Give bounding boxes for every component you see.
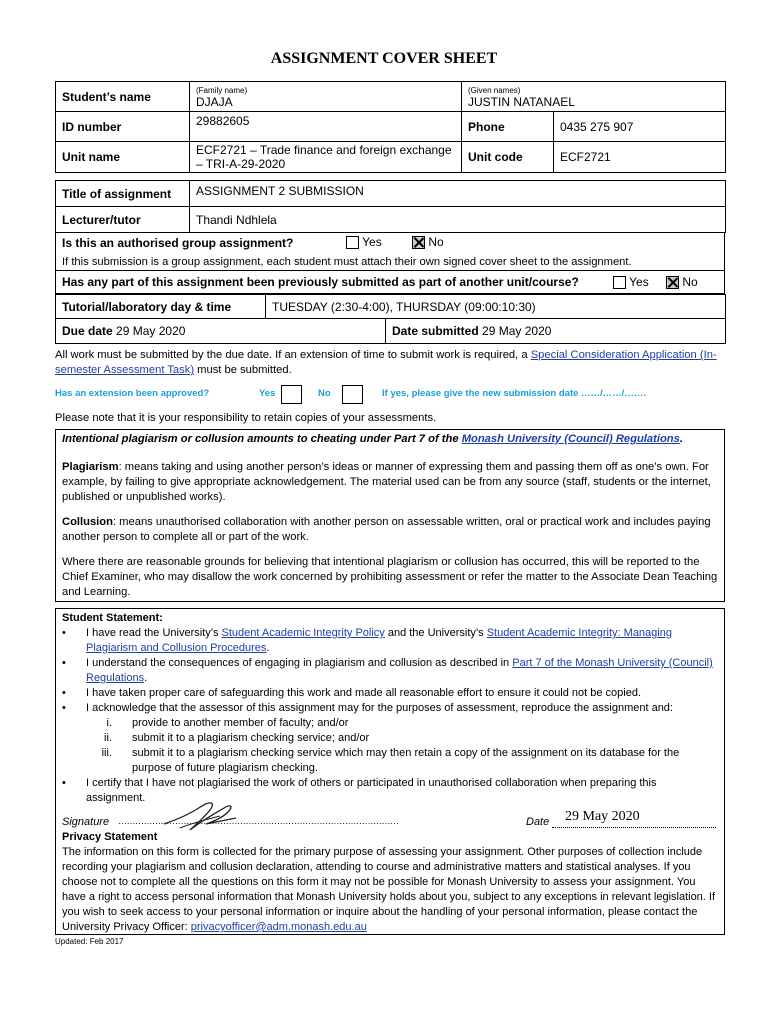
statement-item-text: I understand the consequences of engaging in plagiarism and collusion as described in: [86, 657, 513, 669]
date-submitted-cell: [386, 319, 726, 344]
assignment-title-field[interactable]: ASSIGNMENT 2 SUBMISSION: [190, 181, 726, 207]
reasonable-grounds-text: Where there are reasonable grounds for believing that intentional plagiarism or collusion has occurred, this will be reported to the Chief Examiner, who may disallow the work concerned by prohibiting assessment or refer the matter to the Associate Dean Teaching and Learning.: [62, 556, 718, 598]
lecturer-field[interactable]: Thandi Ndhlela: [190, 207, 726, 233]
council-regulations-link[interactable]: Monash University (Council) Regulations: [461, 433, 680, 445]
privacy-heading: Privacy Statement: [62, 831, 158, 843]
extension-paragraph: [55, 348, 725, 378]
student-statement-heading: Student Statement:: [62, 612, 163, 624]
privacy-text: The information on this form is collected for the primary purpose of assessing your assignment. Other purposes of collection include recording your plagiarism and collusion declaration, attending to course and administrative matters and statistical analyses. If you choose not to complete all the questions on this form it may not be possible for Monash University to assess your assignment. You have a right to access personal information that Monash University holds about you, subject to any exceptions in relevant legislation. If you wish to seek access to your personal information or inquire about the handling of your personal information, please contact the University Privacy Officer:: [62, 846, 716, 933]
statement-item: [56, 656, 718, 686]
extension-yes-box[interactable]: [281, 385, 302, 404]
extension-no-label: No: [318, 388, 331, 399]
previous-yes-label: Yes: [629, 275, 649, 289]
family-name-hint: (Family name): [196, 85, 248, 95]
due-date-cell: [56, 319, 386, 344]
integrity-policy-link[interactable]: Student Academic Integrity Policy: [221, 627, 385, 639]
group-yes-checkbox[interactable]: [346, 236, 359, 249]
group-no-label: No: [428, 235, 444, 249]
statement-item: • I certify that I have not plagiarised the work of others or participated in unauthorised collaboration when preparing this assignment.: [56, 776, 718, 806]
given-names-field[interactable]: [462, 82, 726, 112]
updated-note: Updated: Feb 2017: [55, 937, 124, 946]
schedule-table: [55, 294, 726, 344]
tutorial-field[interactable]: TUESDAY (2:30-4:00), THURSDAY (09:00:10:30): [266, 295, 726, 319]
statement-subitem: [56, 746, 718, 776]
family-name-field[interactable]: [190, 82, 462, 112]
unit-code-label: Unit code: [462, 142, 554, 173]
statement-item-text: and the University’s: [384, 627, 487, 639]
id-number-label: ID number: [56, 112, 190, 142]
collusion-definition: [62, 515, 718, 545]
family-name-value: DJAJA: [196, 94, 233, 109]
given-names-value: JUSTIN NATANAEL: [468, 94, 575, 109]
subitem-text: submit it to a plagiarism checking service; and/or: [132, 732, 370, 744]
group-yes-label: Yes: [362, 235, 382, 249]
collusion-term: Collusion: [62, 516, 113, 528]
previous-yes-checkbox[interactable]: [613, 276, 626, 289]
date-submitted-label: Date submitted: [392, 324, 479, 338]
statement-item-text: .: [266, 642, 270, 654]
statement-subitem: [56, 716, 718, 731]
due-date-label: Due date: [62, 324, 113, 338]
group-assignment-section: [55, 232, 725, 271]
phone-field[interactable]: 0435 275 907: [554, 112, 726, 142]
tutorial-label: Tutorial/laboratory day & time: [56, 295, 266, 319]
part7-regulations-link[interactable]: Part 7 of the Monash University (Council) Regulations: [86, 657, 713, 684]
signature-dots: ………………………………………………………………………………………: [118, 816, 399, 826]
plagiarism-heading: [62, 432, 718, 447]
signature-label: Signature: [62, 816, 110, 828]
statement-item-text: I acknowledge that the assessor of this assignment may for the purposes of assessment, reproduce the assignment and:: [86, 702, 673, 714]
privacy-text-block: [62, 845, 722, 935]
statement-item: [56, 701, 718, 716]
group-no-option[interactable]: [412, 235, 444, 249]
new-submission-date-prompt: If yes, please give the new submission date ……/……/…….: [382, 388, 646, 399]
extension-yes-label: Yes: [259, 388, 276, 399]
unit-code-field[interactable]: ECF2721: [554, 142, 726, 173]
plagiarism-box: [55, 429, 725, 602]
phone-label: Phone: [462, 112, 554, 142]
date-submitted-value[interactable]: 29 May 2020: [482, 324, 552, 338]
subitem-text: provide to another member of faculty; and/or: [132, 717, 349, 729]
group-no-checkbox[interactable]: [412, 236, 425, 249]
given-names-hint: (Given names): [468, 85, 521, 95]
id-number-field[interactable]: 29882605: [190, 112, 462, 142]
unit-name-label: Unit name: [56, 142, 190, 173]
previous-no-checkbox[interactable]: [666, 276, 679, 289]
plagiarism-heading-end: .: [679, 433, 683, 445]
special-consideration-link[interactable]: Special Consideration Application (In-semester Assessment Task): [55, 349, 717, 376]
plagiarism-heading-text: Intentional plagiarism or collusion amounts to cheating under Part 7 of the: [62, 433, 462, 445]
subitem-number: ii.: [104, 732, 112, 744]
statement-list-end: [56, 776, 718, 806]
statement-item-text: I have read the University’s: [86, 627, 222, 639]
due-date-value[interactable]: 29 May 2020: [116, 324, 186, 338]
student-name-label: Student’s name: [56, 82, 190, 112]
plagiarism-definition: [62, 460, 718, 505]
extension-approved-question: Has an extension been approved?: [55, 388, 210, 399]
group-note: If this submission is a group assignment, each student must attach their own signed cover sheet to the assignment.: [62, 256, 632, 268]
extension-text-end: must be submitted.: [194, 364, 292, 376]
extension-text-start: All work must be submitted by the due date. If an extension of time to submit work is required, a: [55, 349, 531, 361]
statement-item: [56, 626, 718, 656]
signature-date-value[interactable]: 29 May 2020: [565, 809, 640, 824]
unit-name-field[interactable]: ECF2721 – Trade finance and foreign exchange – TRI-A-29-2020: [190, 142, 462, 173]
group-question: Is this an authorised group assignment?: [62, 236, 294, 250]
assignment-title-label: Title of assignment: [56, 181, 190, 207]
date-label: Date: [526, 816, 550, 828]
privacy-section: [62, 830, 722, 935]
statement-subitem: [56, 731, 718, 746]
page-title: ASSIGNMENT COVER SHEET: [270, 50, 498, 67]
statement-item-text: .: [144, 672, 148, 684]
group-yes-option[interactable]: [346, 235, 382, 249]
extension-no-box[interactable]: [342, 385, 363, 404]
retain-copies-note: Please note that it is your responsibility to retain copies of your assessments.: [55, 412, 437, 424]
privacy-officer-email-link[interactable]: privacyofficer@adm.monash.edu.au: [190, 921, 367, 933]
lecturer-label: Lecturer/tutor: [56, 207, 190, 233]
statement-sublist: [56, 716, 718, 776]
handwritten-signature-icon: [160, 796, 240, 834]
previous-no-label: No: [682, 275, 698, 289]
previous-submission-section: [55, 270, 725, 294]
plagiarism-definition-text: : means taking and using another person’s ideas or manner of expressing them and passing them off as one’s own. For example, by failing to give appropriate acknowledgement. The material used can be from any source (staff, students or the internet, published or unpublished works).: [62, 461, 711, 503]
statement-item: • I have taken proper care of safeguarding this work and made all reasonable effort to ensure it could not be copied.: [56, 686, 718, 701]
subitem-text: submit it to a plagiarism checking service which may then retain a copy of the assignment on its database for the purpose of future plagiarism checking.: [132, 747, 680, 774]
previous-yes-option[interactable]: [613, 275, 649, 289]
subitem-number: iii.: [101, 747, 112, 759]
collusion-definition-text: : means unauthorised collaboration with another person on assessable written, oral or practical work and includes paying another person to complete all or part of the work.: [62, 516, 711, 543]
assignment-details-table: [55, 180, 726, 233]
previous-question: Has any part of this assignment been previously submitted as part of another unit/course?: [62, 275, 579, 289]
plagiarism-term: Plagiarism: [62, 461, 119, 473]
previous-no-option[interactable]: [666, 275, 698, 289]
student-details-table: [55, 81, 726, 173]
integrity-procedures-link[interactable]: Student Academic Integrity: Managing Plagiarism and Collusion Procedures: [86, 627, 672, 654]
subitem-number: i.: [106, 717, 112, 729]
statement-list: [56, 626, 718, 716]
